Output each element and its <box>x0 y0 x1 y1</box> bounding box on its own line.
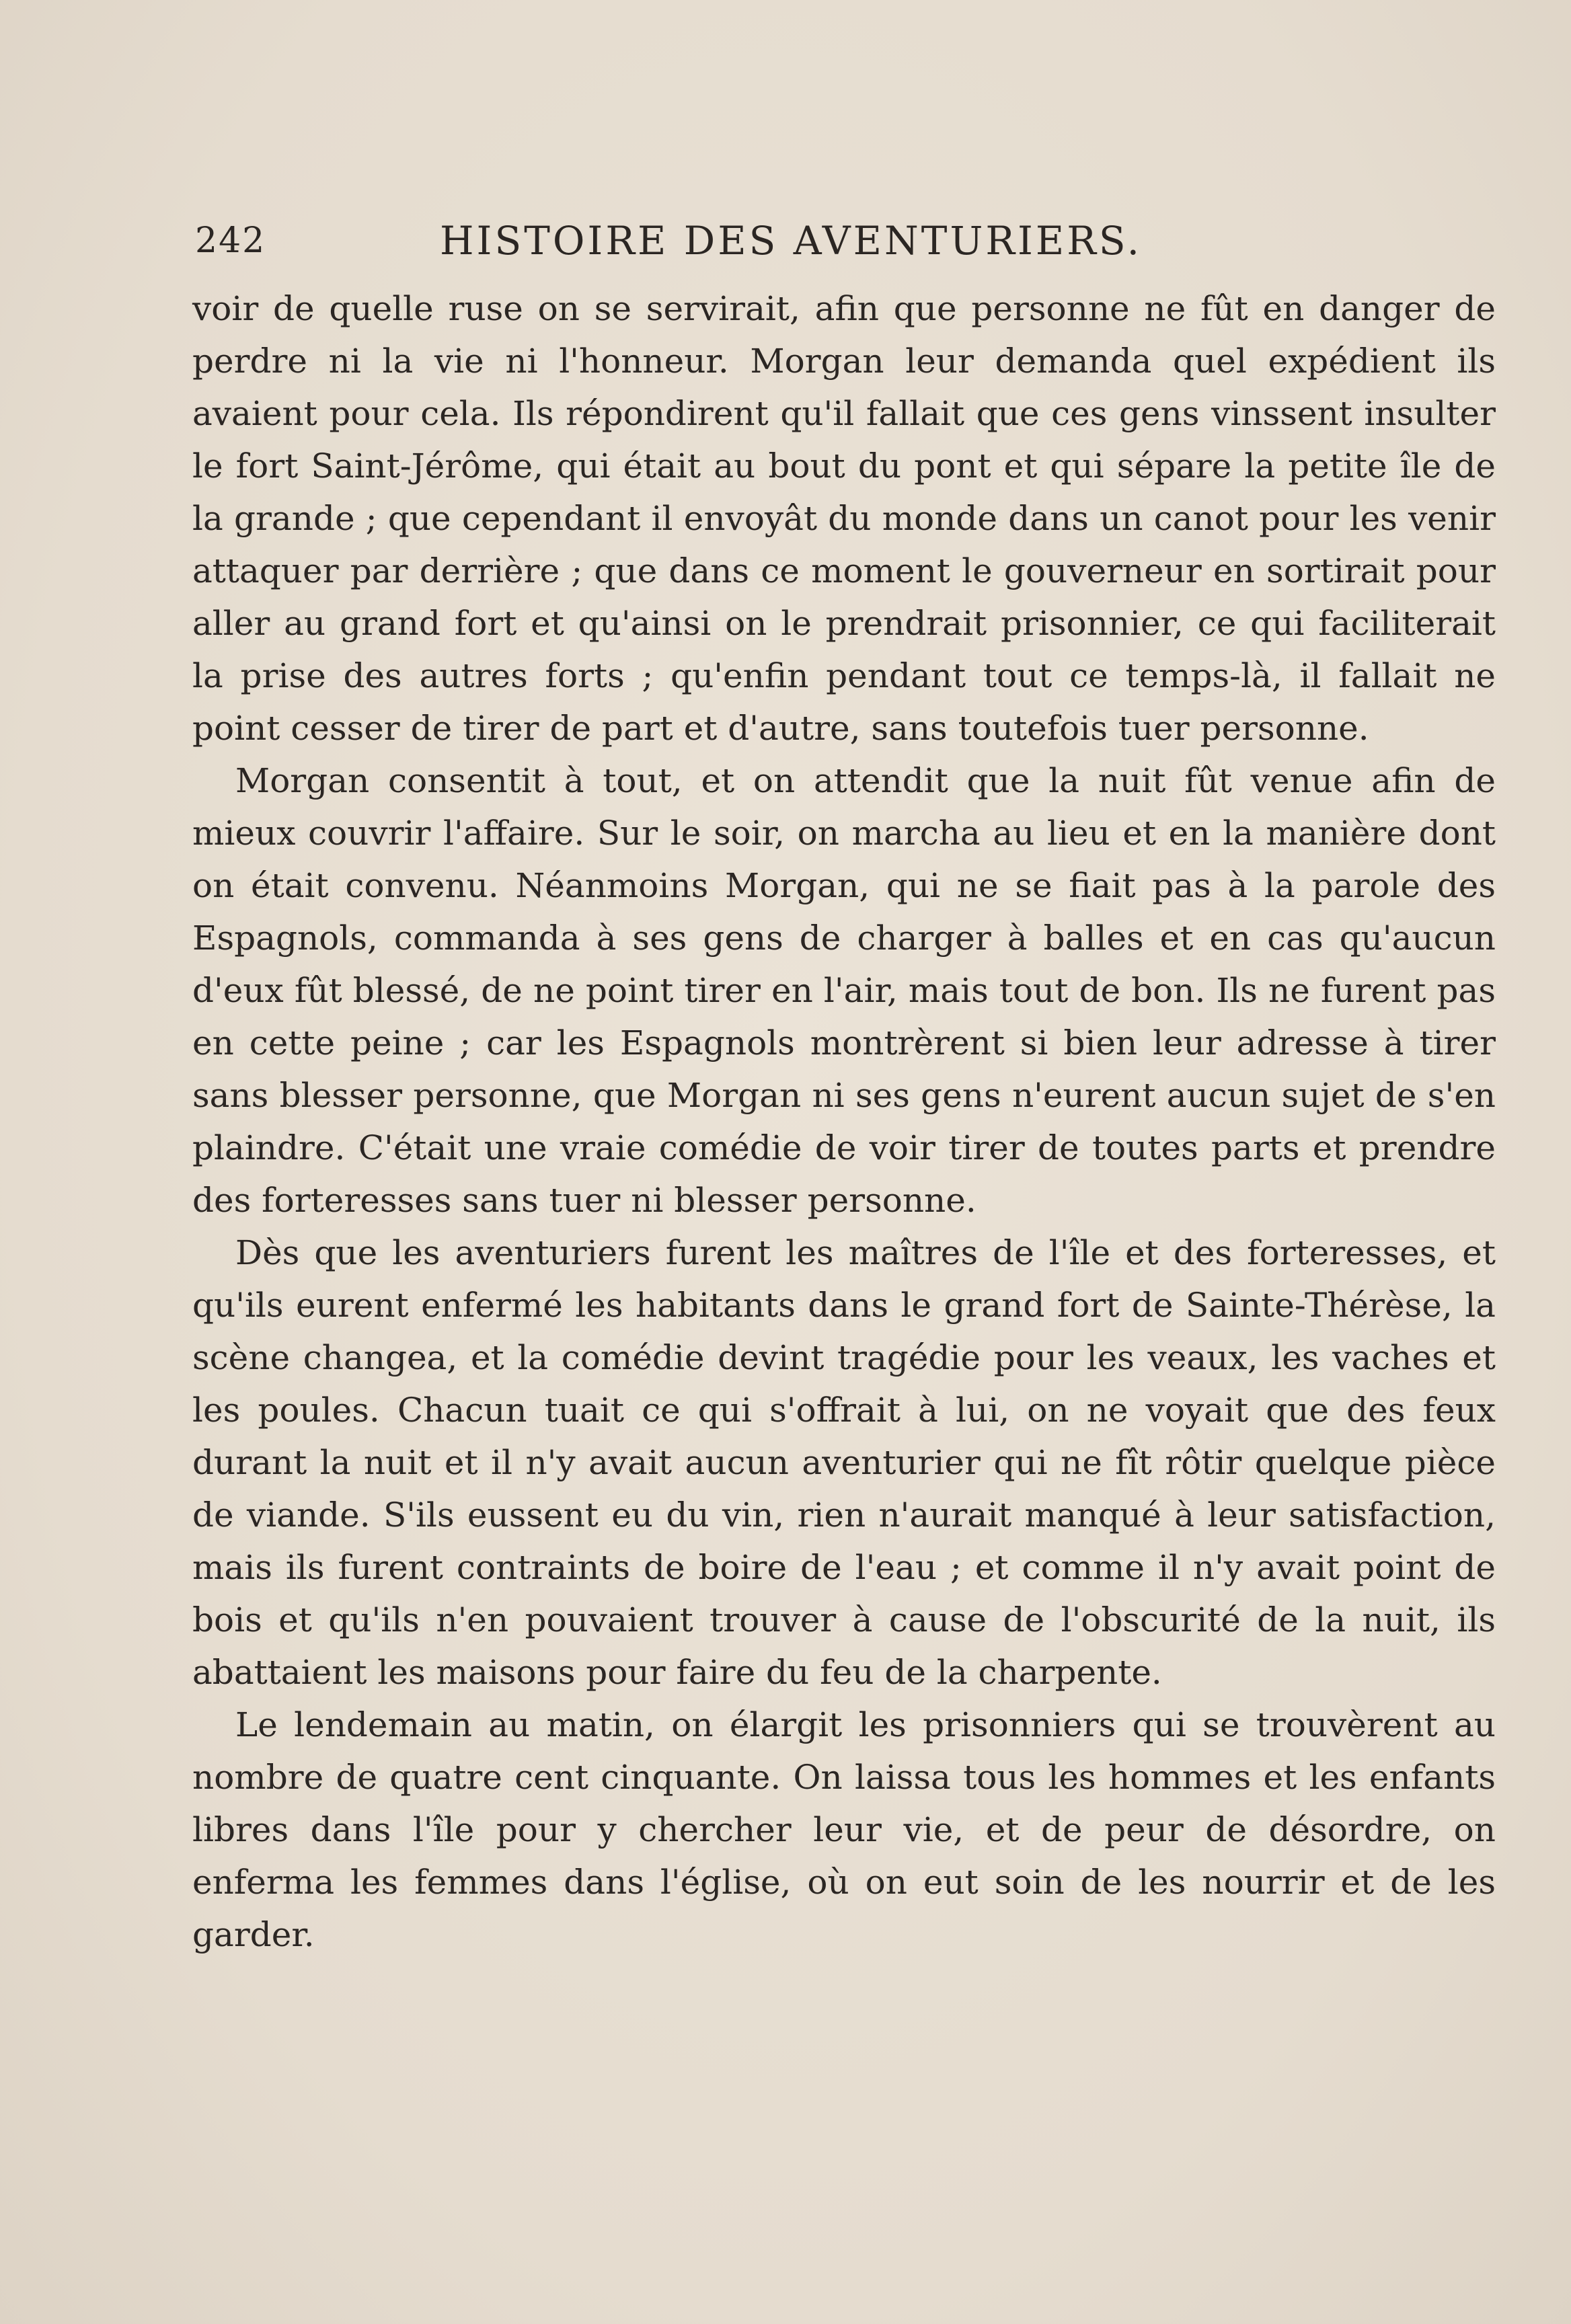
body-text <box>192 282 1496 2138</box>
running-title: HISTOIRE DES AVENTURIERS. <box>439 218 1143 264</box>
paragraph-3: Dès que les aventuriers furent les maîtres de l'île et des forteresses, et qu'ils eurent enfermé les habitants dans le grand fort de Sainte-Thérèse, la scène changea, et la comédie devint tragédie pour les veaux, les vaches et les poules. Chacun tuait ce qui s'offrait à lui, on ne voyait que des feux durant la nuit et il n'y avait aucun aventurier qui ne fît rôtir quelque pièce de viande. S'ils eussent eu du vin, rien n'aurait manqué à leur satisfaction, mais ils furent contraints de boire de l'eau ; et comme il n'y avait point de bois et qu'ils n'en pouvaient trouver à cause de l'obscurité de la nuit, ils abattaient les maisons pour faire du feu de la charpente. <box>192 1233 1496 1692</box>
running-head <box>195 214 1387 268</box>
page-number: 242 <box>195 221 266 261</box>
paragraph-1: voir de quelle ruse on se servirait, afin que personne ne fût en danger de perdre ni la vie ni l'honneur. Morgan leur demanda quel expédient ils avaient pour cela. Ils répondirent qu'il fallait que ces gens vinssent insulter le fort Saint-Jérôme, qui était au bout du pont et qui sépare la petite île de la grande ; que cependant il envoyât du monde dans un canot pour les venir attaquer par derrière ; que dans ce moment le gouverneur en sortirait pour aller au grand fort et qu'ainsi on le prendrait prisonnier, ce qui faciliterait la prise des autres forts ; qu'enfin pendant tout ce temps-là, il fallait ne point cesser de tirer de part et d'autre, sans toutefois tuer personne. <box>192 289 1496 748</box>
paragraph-4: Le lendemain au matin, on élargit les prisonniers qui se trouvèrent au nombre de quatre cent cinquante. On laissa tous les hommes et les enfants libres dans l'île pour y chercher leur vie, et de peur de désordre, on enferma les femmes dans l'église, où on eut soin de les nourrir et de les garder. <box>192 1705 1496 1954</box>
paragraph-2: Morgan consentit à tout, et on attendit que la nuit fût venue afin de mieux couvrir l'affaire. Sur le soir, on marcha au lieu et en la manière dont on était convenu. Néanmoins Morgan, qui ne se fiait pas à la parole des Espagnols, commanda à ses gens de charger à balles et en cas qu'aucun d'eux fût blessé, de ne point tirer en l'air, mais tout de bon. Ils ne furent pas en cette peine ; car les Espagnols montrèrent si bien leur adresse à tirer sans blesser personne, que Morgan ni ses gens n'eurent aucun sujet de s'en plaindre. C'était une vraie comédie de voir tirer de toutes parts et prendre des forteresses sans tuer ni blesser personne. <box>192 761 1496 1220</box>
